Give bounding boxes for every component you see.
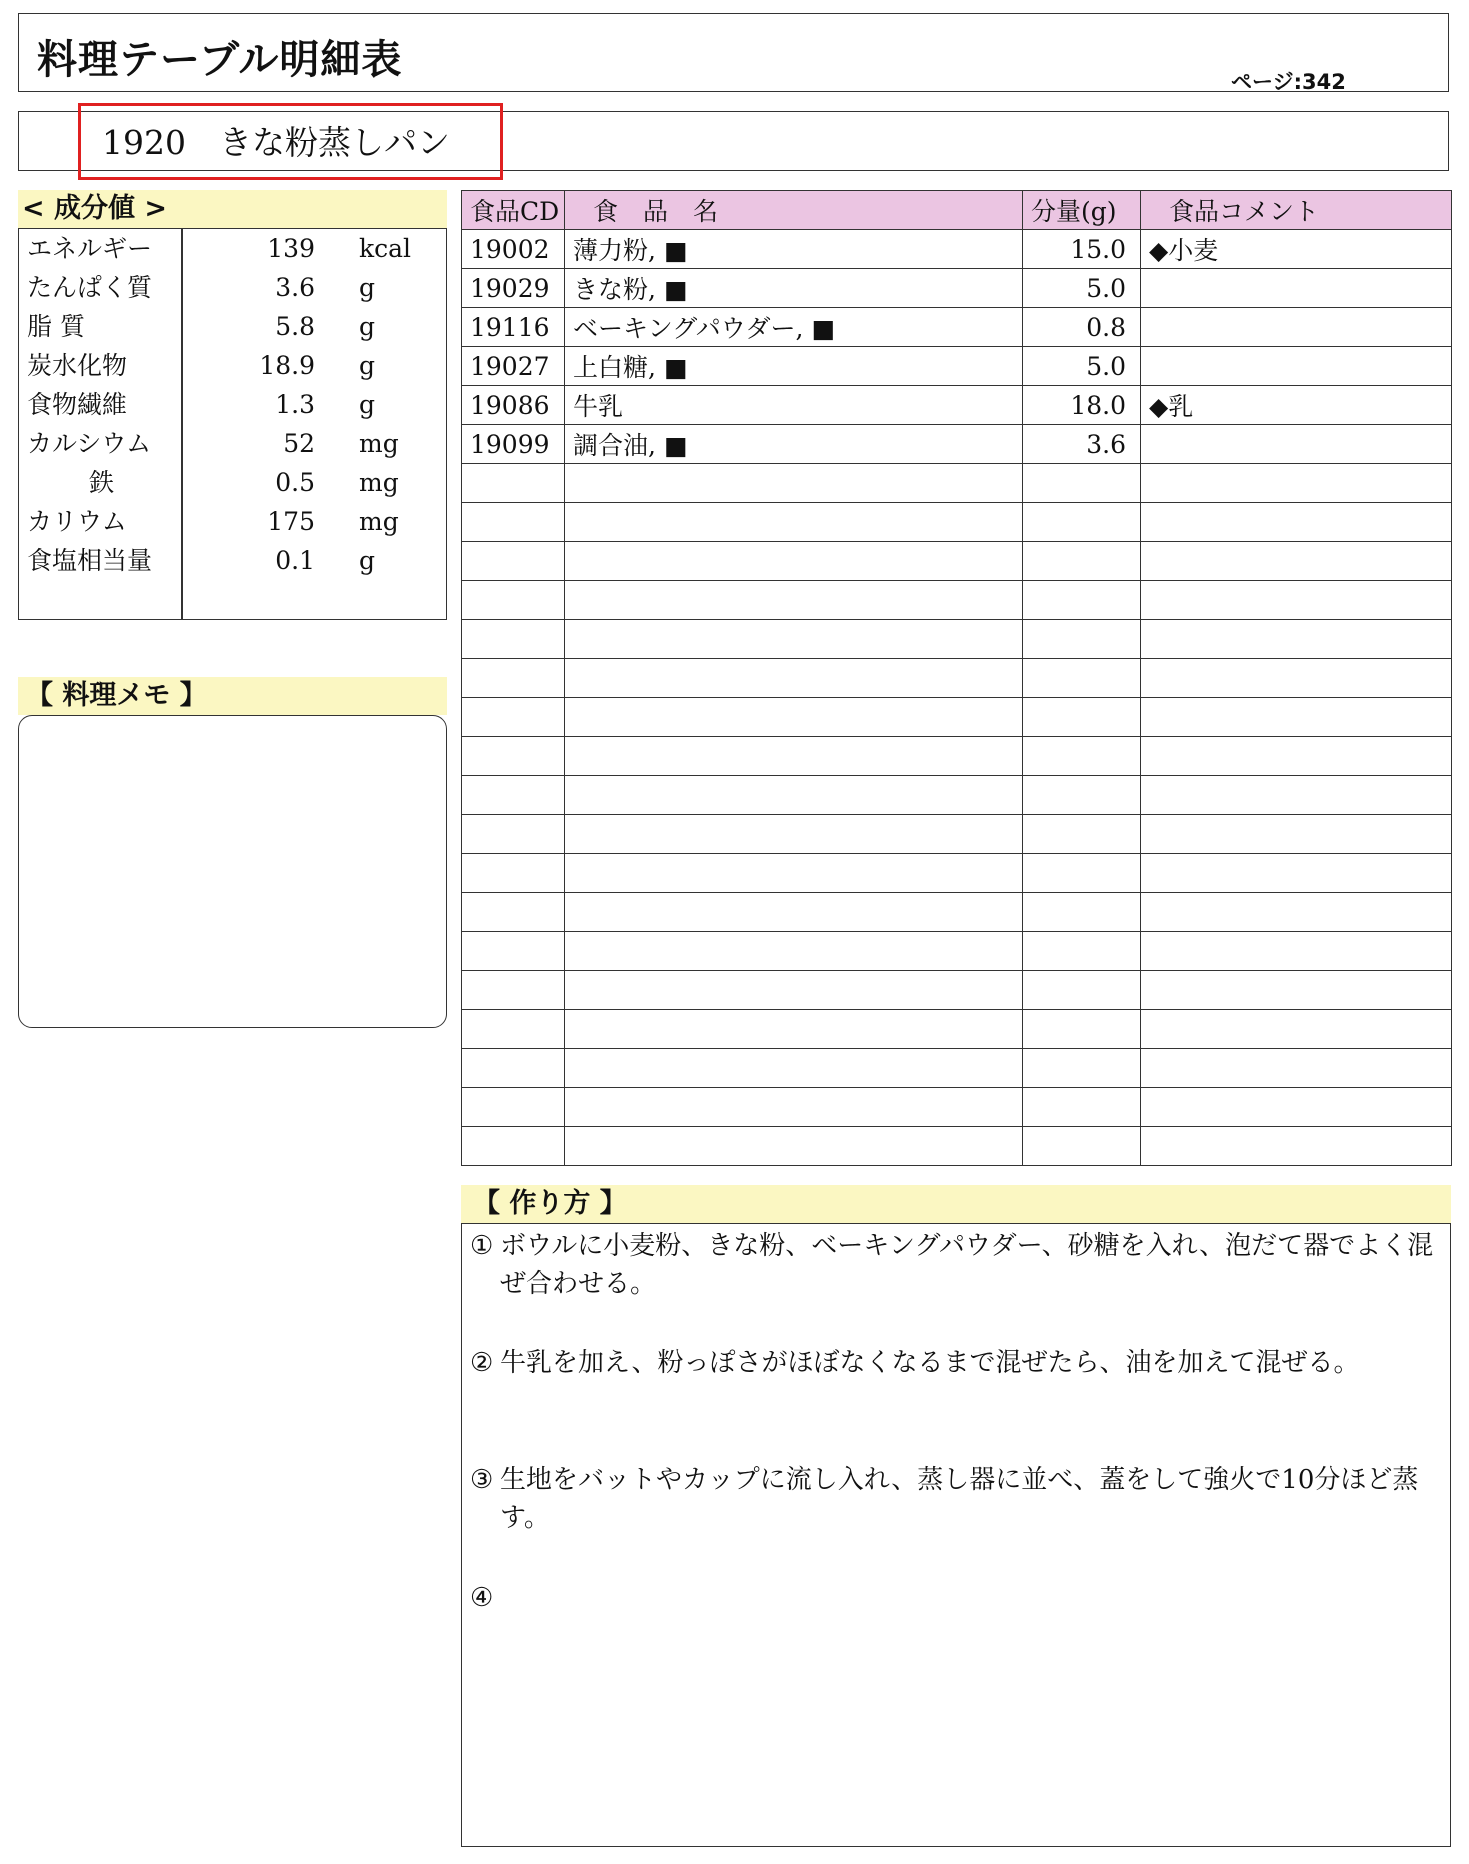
empty-cell (1023, 1010, 1141, 1049)
empty-cell (462, 542, 565, 581)
table-header-row (462, 191, 1452, 230)
empty-cell (1141, 815, 1452, 854)
empty-cell (565, 854, 1023, 893)
empty-table-row (462, 464, 1452, 503)
empty-cell (462, 659, 565, 698)
nutrient-label: カルシウム (27, 429, 152, 458)
food-comment: ◆乳 (1141, 386, 1452, 425)
empty-cell (1023, 1088, 1141, 1127)
nutrient-value: 0.1 (275, 546, 315, 575)
nutrition-row (19, 346, 446, 385)
nutrition-row (19, 385, 446, 424)
empty-cell (1141, 464, 1452, 503)
empty-cell (1141, 737, 1452, 776)
nutrition-row (19, 307, 446, 346)
empty-cell (462, 464, 565, 503)
empty-cell (565, 893, 1023, 932)
empty-cell (1023, 620, 1141, 659)
step-number: ② (470, 1348, 494, 1378)
nutrient-label: 食物繊維 (27, 390, 128, 419)
step-number: ① (470, 1231, 494, 1261)
nutrition-row (19, 424, 446, 463)
nutrient-value: 0.5 (275, 468, 315, 497)
step-number: ④ (470, 1583, 494, 1613)
title-box (18, 13, 1449, 92)
nutrient-value: 1.3 (275, 390, 315, 419)
nutrient-unit: mg (359, 429, 399, 458)
nutrient-label: カリウム (27, 507, 127, 536)
nutrient-value: 5.8 (275, 312, 315, 341)
header-food-comment: 食品コメント (1141, 191, 1452, 230)
empty-cell (1141, 581, 1452, 620)
nutrient-unit: mg (359, 507, 399, 536)
empty-cell (1141, 659, 1452, 698)
step-text: 生地をバットやカップに流し入れ、蒸し器に並べ、蓋をして強火で10分ほど蒸す。 (500, 1465, 1419, 1533)
document-title: 料理テーブル明細表 (37, 37, 403, 83)
empty-table-row (462, 737, 1452, 776)
table-row (462, 425, 1452, 464)
empty-cell (565, 776, 1023, 815)
empty-cell (1141, 698, 1452, 737)
empty-cell (1141, 503, 1452, 542)
empty-cell (1023, 971, 1141, 1010)
empty-cell (565, 737, 1023, 776)
method-box (461, 1223, 1451, 1847)
empty-table-row (462, 1049, 1452, 1088)
nutrient-unit: g (359, 312, 376, 341)
empty-cell (565, 1010, 1023, 1049)
nutrient-unit: mg (359, 468, 399, 497)
table-row (462, 347, 1452, 386)
empty-cell (565, 932, 1023, 971)
nutrition-row (19, 229, 446, 268)
empty-cell (1023, 542, 1141, 581)
food-code: 19002 (462, 230, 565, 269)
empty-cell (462, 1088, 565, 1127)
empty-cell (1023, 659, 1141, 698)
empty-cell (565, 1127, 1023, 1166)
empty-cell (565, 542, 1023, 581)
empty-cell (1141, 971, 1452, 1010)
empty-cell (1141, 893, 1452, 932)
empty-cell (1023, 854, 1141, 893)
empty-cell (462, 581, 565, 620)
empty-table-row (462, 542, 1452, 581)
empty-cell (1141, 542, 1452, 581)
recipe-name: きな粉蒸しパン (218, 123, 450, 162)
header-food-name: 食 品 名 (565, 191, 1023, 230)
table-row (462, 230, 1452, 269)
method-heading: 【 作り方 】 (461, 1185, 1451, 1223)
food-code: 19116 (462, 308, 565, 347)
food-name: ベーキングパウダー, ■ (565, 308, 1023, 347)
nutrient-value: 52 (283, 429, 315, 458)
empty-cell (1141, 854, 1452, 893)
page-number: ページ:342 (1231, 70, 1346, 94)
food-name: 調合油, ■ (565, 425, 1023, 464)
empty-cell (565, 815, 1023, 854)
food-comment (1141, 269, 1452, 308)
food-code: 19086 (462, 386, 565, 425)
empty-cell (565, 698, 1023, 737)
header-food-code: 食品CD (462, 191, 565, 230)
food-comment (1141, 425, 1452, 464)
food-comment (1141, 347, 1452, 386)
nutrient-label: 炭水化物 (27, 351, 128, 380)
table-row (462, 269, 1452, 308)
empty-cell (1141, 1127, 1452, 1166)
empty-table-row (462, 698, 1452, 737)
empty-table-row (462, 932, 1452, 971)
empty-cell (565, 1088, 1023, 1127)
empty-cell (1023, 1049, 1141, 1088)
nutrient-label: 食塩相当量 (27, 546, 153, 575)
nutrient-label: エネルギー (27, 234, 153, 263)
empty-table-row (462, 1127, 1452, 1166)
empty-cell (1023, 815, 1141, 854)
header-quantity: 分量(g) (1023, 191, 1141, 230)
nutrient-unit: kcal (359, 234, 412, 263)
method-step (470, 1344, 1445, 1382)
step-text: ボウルに小麦粉、きな粉、ベーキングパウダー、砂糖を入れ、泡だて器でよく混ぜ合わせる。 (500, 1231, 1434, 1299)
method-step (470, 1461, 1445, 1537)
food-quantity: 5.0 (1023, 269, 1141, 308)
food-quantity: 0.8 (1023, 308, 1141, 347)
empty-cell (462, 854, 565, 893)
empty-table-row (462, 893, 1452, 932)
food-quantity: 5.0 (1023, 347, 1141, 386)
recipe-title (102, 117, 450, 164)
empty-cell (565, 464, 1023, 503)
empty-cell (462, 620, 565, 659)
empty-cell (462, 815, 565, 854)
empty-cell (462, 1010, 565, 1049)
empty-table-row (462, 815, 1452, 854)
memo-box (18, 715, 447, 1028)
empty-cell (1141, 1049, 1452, 1088)
empty-cell (1023, 698, 1141, 737)
step-text: 牛乳を加え、粉っぽさがほぼなくなるまで混ぜたら、油を加えて混ぜる。 (500, 1348, 1360, 1378)
empty-cell (1023, 503, 1141, 542)
empty-cell (1141, 776, 1452, 815)
nutrition-heading: < 成分値 > (18, 190, 447, 228)
empty-cell (1023, 776, 1141, 815)
food-code: 19029 (462, 269, 565, 308)
empty-cell (462, 932, 565, 971)
nutrition-panel (18, 228, 447, 620)
food-quantity: 15.0 (1023, 230, 1141, 269)
empty-cell (565, 971, 1023, 1010)
empty-cell (462, 503, 565, 542)
nutrition-row (19, 268, 446, 307)
empty-table-row (462, 659, 1452, 698)
empty-table-row (462, 503, 1452, 542)
food-comment: ◆小麦 (1141, 230, 1452, 269)
nutrient-label: 鉄 (89, 468, 115, 497)
empty-cell (1141, 620, 1452, 659)
table-row (462, 386, 1452, 425)
food-name: 牛乳 (565, 386, 1023, 425)
nutrient-unit: g (359, 273, 376, 302)
empty-cell (1023, 737, 1141, 776)
food-code: 19027 (462, 347, 565, 386)
empty-cell (462, 1127, 565, 1166)
nutrient-value: 18.9 (259, 351, 315, 380)
empty-table-row (462, 1088, 1452, 1127)
empty-table-row (462, 620, 1452, 659)
empty-cell (462, 737, 565, 776)
empty-cell (1141, 932, 1452, 971)
food-code: 19099 (462, 425, 565, 464)
nutrient-unit: g (359, 390, 376, 419)
empty-cell (462, 893, 565, 932)
nutrient-value: 139 (267, 234, 315, 263)
recipe-code: 1920 (102, 123, 186, 162)
nutrition-row (19, 541, 446, 580)
food-comment (1141, 308, 1452, 347)
nutrient-value: 175 (267, 507, 315, 536)
empty-table-row (462, 971, 1452, 1010)
method-step (470, 1227, 1445, 1303)
empty-cell (565, 659, 1023, 698)
empty-table-row (462, 1010, 1452, 1049)
nutrient-unit: g (359, 546, 376, 575)
step-number: ③ (470, 1465, 494, 1495)
memo-heading: 【 料理メモ 】 (18, 677, 447, 715)
empty-cell (565, 581, 1023, 620)
empty-cell (1023, 1127, 1141, 1166)
ingredients-table (461, 190, 1452, 1166)
empty-cell (1023, 932, 1141, 971)
empty-cell (1023, 581, 1141, 620)
empty-cell (462, 776, 565, 815)
empty-cell (462, 698, 565, 737)
food-quantity: 3.6 (1023, 425, 1141, 464)
nutrition-row (19, 502, 446, 541)
empty-cell (1023, 893, 1141, 932)
empty-table-row (462, 581, 1452, 620)
empty-cell (1141, 1088, 1452, 1127)
table-row (462, 308, 1452, 347)
empty-cell (1023, 464, 1141, 503)
nutrient-label: たんぱく質 (27, 273, 153, 302)
nutrient-value: 3.6 (275, 273, 315, 302)
nutrient-unit: g (359, 351, 376, 380)
food-quantity: 18.0 (1023, 386, 1141, 425)
empty-cell (565, 503, 1023, 542)
nutrient-label: 脂 質 (27, 312, 85, 341)
empty-cell (565, 620, 1023, 659)
empty-table-row (462, 776, 1452, 815)
food-name: きな粉, ■ (565, 269, 1023, 308)
nutrition-row (19, 463, 446, 502)
empty-cell (565, 1049, 1023, 1088)
empty-rows (462, 464, 1452, 1166)
empty-cell (462, 1049, 565, 1088)
empty-table-row (462, 854, 1452, 893)
food-name: 上白糖, ■ (565, 347, 1023, 386)
food-name: 薄力粉, ■ (565, 230, 1023, 269)
empty-cell (1141, 1010, 1452, 1049)
empty-cell (462, 971, 565, 1010)
